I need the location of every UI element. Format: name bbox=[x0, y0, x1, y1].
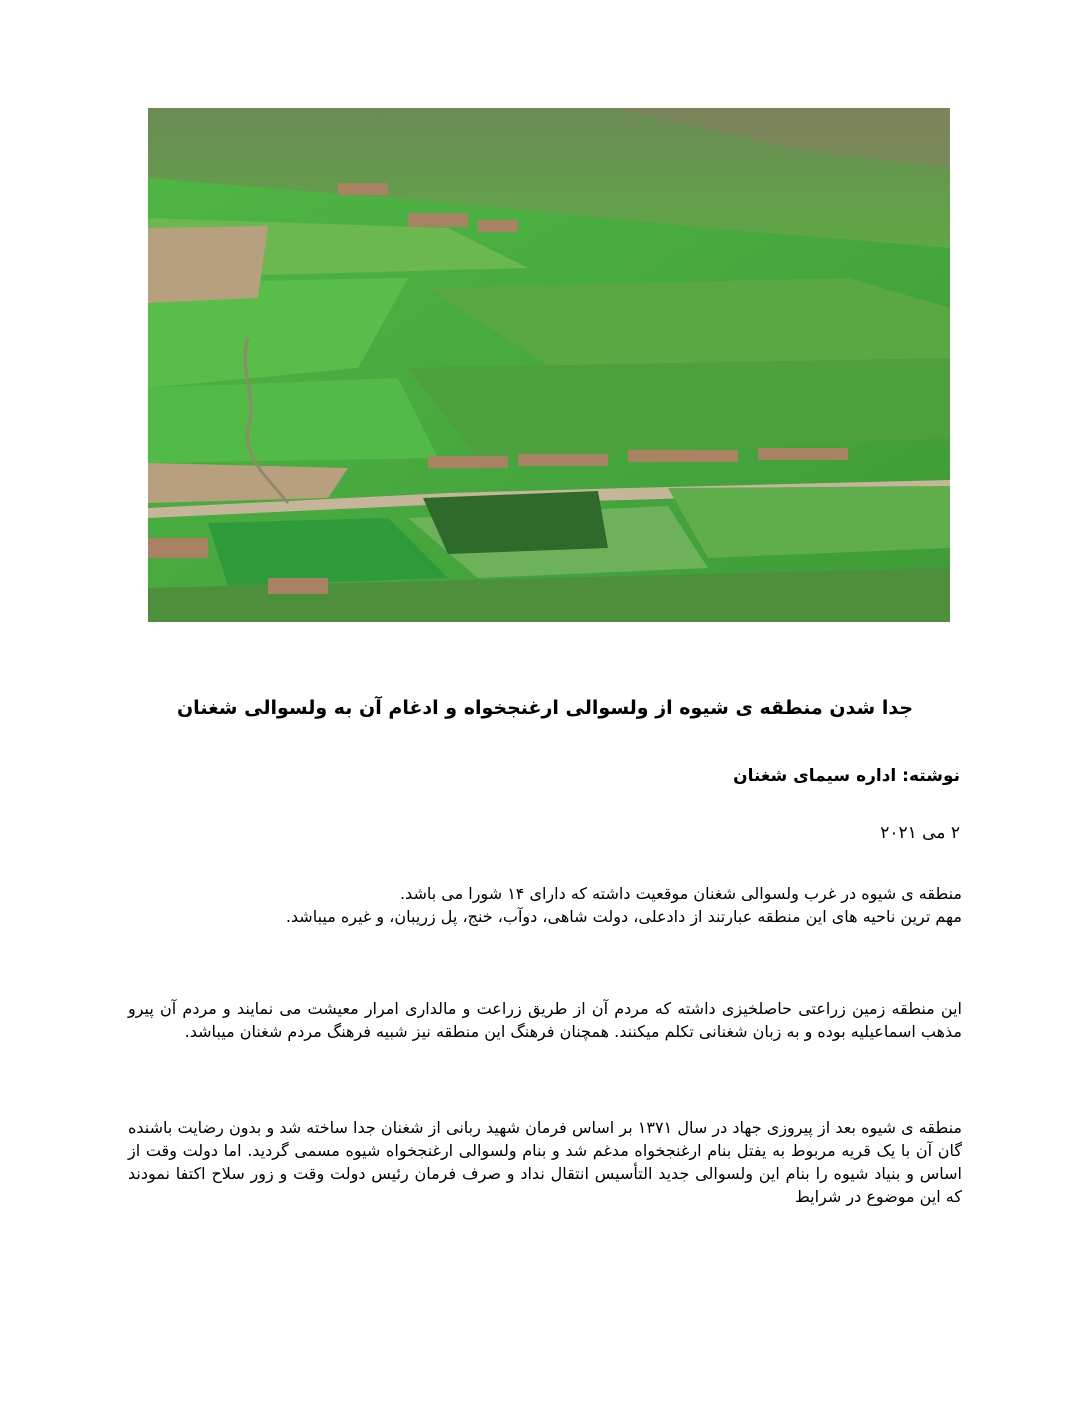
paragraph-history bbox=[128, 1116, 962, 1208]
paragraph-text: منطقه ی شیوه در غرب ولسوالی شغنان موقعیت داشته که دارای ۱۴ شورا می باشد. bbox=[399, 884, 962, 903]
paragraph-location bbox=[128, 882, 962, 928]
paragraph-text: مهم ترین ناحیه های این منطقه عبارتند از دادعلی، دولت شاهی، دوآب، خنج، پل زریبان، و غیره میباشد. bbox=[285, 907, 962, 926]
tree-grove bbox=[423, 491, 608, 554]
paragraph-economy bbox=[128, 997, 962, 1043]
paragraph-text: این منطقه زمین زراعتی حاصلخیزی داشته که مردم آن از طریق زراعت و مالداری امرار معیشت می نمایند و مردم آن پیرو مذهب اسماعیلیه بوده و به زبان شغنانی تکلم میکنند. همچنان فرهنگ این منطقه نیز شبیه فرهنگ مردم شغنان میباشد. bbox=[128, 999, 962, 1041]
field bbox=[668, 486, 950, 558]
soil-plot bbox=[148, 463, 348, 503]
valley-illustration bbox=[148, 108, 950, 622]
article-date: ۲ می ۲۰۲۱ bbox=[880, 823, 960, 843]
terrace bbox=[148, 378, 438, 463]
article-author: نوشته: اداره سیمای شغنان bbox=[733, 766, 960, 786]
paragraph-text: منطقه ی شیوه بعد از پیروزی جهاد در سال ۱۳۷۱ بر اساس فرمان شهید ربانی از شغنان جدا ساخته شد و بدون رضایت باشنده گان آن با یک قریه مربوط به یفتل بنام ارغنجخواه مدغم شد و بنام ولسوالی ارغنجخواه شیوه مسمی گردید. اما دولت وقت از اساس و بنیاد شیوه را بنام این ولسوالی جدید التأسیس انتقال نداد و صرف فرمان رئیس دولت وقت و زور سلاح اکتفا نمودند که این موضوع در شرایط bbox=[128, 1118, 962, 1206]
valley-photo bbox=[148, 108, 950, 622]
soil-plot bbox=[148, 226, 268, 303]
article-title: جدا شدن منطقه ی شیوه از ولسوالی ارغنجخواه و ادغام آن به ولسوالی شغنان bbox=[176, 697, 914, 719]
